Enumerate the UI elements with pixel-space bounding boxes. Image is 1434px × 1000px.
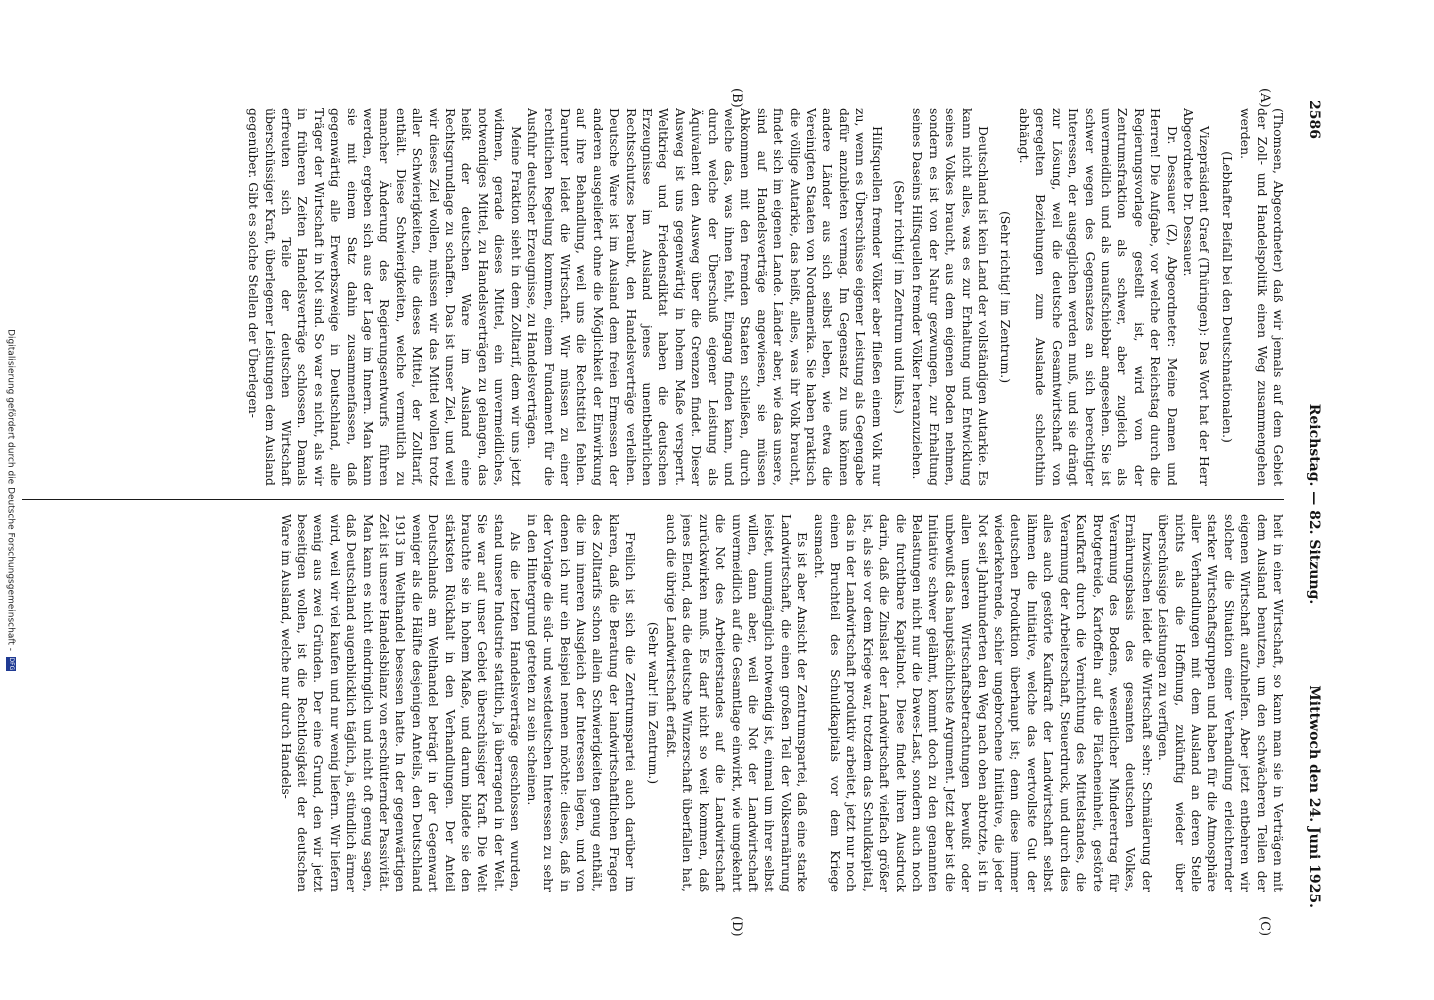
margin-marker-d: (D) bbox=[729, 916, 744, 937]
paragraph: heit in einer Wirtschaft, so kann man sie in Verträgen mit dem Ausland benutzen, um den schwächeren Teilen der eigenen Wirtschaft aufzuhelfen. Aber jetzt entbehren wir solcher die Situation einer Verhandlung erleichternder starker Wirtschaftsgruppen und haben für die Atmosphäre aller Verhandlungen mit dem Ausland an deren Stelle nichts als die Hoffnung, zukünftig wieder über überschüssige Leistungen zu verfügen. bbox=[1156, 514, 1286, 892]
margin-marker-b: (B) bbox=[729, 88, 744, 108]
paragraph: Deutschland ist kein Land der vollständigen Autarkie. Es kann nicht alles, was es zur Erhaltung und Entwicklung seines Volkes braucht, aus dem eigenen Boden nehmen, sondern es ist von der Natur gezwungen, zur Erhaltung seines Daseins Hilfsquellen fremder Völker heranzuziehen. bbox=[910, 108, 992, 486]
session-date: Mittwoch den 24. Juni 1925. bbox=[1306, 685, 1322, 908]
paragraph: Hilfsquellen fremder Völker aber fließen einem Volk nur zu, wenn es Überschüsse eigener Leistung als Gegengabe dafür anzubieten vermag. Im Gegensatz zu uns können andere Länder aus sich selbst leben, wie etwa die Vereinigten Staaten von Nordamerika. Sie haben praktisch die völlige Autarkie, das heißt, alles, was ihr Volk braucht, findet sich im eigenen Lande. Länder aber, wie das unsere, sind auf Handelsverträge angewiesen, sie müssen Abkommen mit den fremden Staaten schließen, durch welche das, was ihnen fehlt, Eingang finden kann, und durch welche der Überschuß eigener Leistung als Äquivalent den Ausweg über die Grenzen findet. Dieser Ausweg ist uns gegenwärtig in hohem Maße versperrt. Weltkrieg und Friedensdiktat haben die deutschen Erzeugnisse im Ausland jenes unentbehrlichen Rechtsschutzes beraubt, den Handelsverträge verleihen. Deutsche Ware ist im Ausland dem freien Ermessen der anderen ausgeliefert ohne die Möglichkeit der Einwirkung auf ihre Behandlung, weil uns die Rechtstitel fehlen. Darunter leidet die Wirtschaft. Wir müssen zu einer rechtlichen Regelung kommen, einem Fundament für die Ausfuhr deutscher Erzeugnisse, zu Handelsverträgen. bbox=[525, 108, 885, 486]
interjection: (Lebhafter Beifall bei den Deutschnationalen.) bbox=[1219, 151, 1235, 443]
paragraph: Dr. Dessauer (Z), Abgeordneter: Meine Damen und Herren! Die Aufgabe, vor welche der Reichstag durch die Regierungsvorlage gestellt ist, wird von der Zentrumsfraktion als schwer, aber zugleich als unvermeidlich und als unaufschiebbar angesehen. Sie ist schwer wegen des Gegensatzes an sich berechtigter Interessen, der ausgeglichen werden muß, und sie drängt zur Lösung, weil die deutsche Gesamtwirtschaft von geregelten Beziehungen zum Auslande schlechthin abhängt. bbox=[1016, 108, 1180, 486]
margin-marker-a: (A) bbox=[1257, 88, 1272, 108]
paragraph: Meine Fraktion sieht in dem Zolltarif, dem wir uns jetzt widmen, gerade dieses Mittel, ein unvermeidliches, notwendiges Mittel, zu Handelsverträgen zu gelangen, das heißt der deutschen Ware im Ausland eine Rechtsgrundlage zu schaffen. Das ist unser Ziel, und weil wir dieses Ziel wollen, müssen wir das Mittel wollen trotz aller Schwierigkeiten, die dieses Mittel, der Zolltarif, enthält. Diese Schwierigkeiten, welche vermutlich zu mancher Änderung des Regierungsentwurfs führen werden, ergeben sich aus der Lage im Innern. Man kann sie mit einem Satz dahin zusammenfassen, daß gegenwärtig alle Erwerbszweige in Deutschland, alle Träger der Wirtschaft in Not sind. So war es nicht, als wir in früheren Zeiten Handelsverträge schlossen. Damals erfreuten sich Teile der deutschen Wirtschaft überschüssiger Kraft, überlegener Leistungen dem Ausland gegenüber. Gibt es solche Stellen der Überlegen- bbox=[246, 108, 524, 486]
page-number: 2586 bbox=[1306, 100, 1322, 139]
page-header bbox=[1302, 100, 1322, 908]
paragraph: Als die letzten Handelsverträge geschlossen wurden, stand unsere Industrie stattlich, ja überragend in der Welt. Sie war auf unser Gebiet überschüssiger Kraft. Die Welt brauchte sie in hohem Maße, und darum bildete sie den stärksten Rückhalt in den Verhandlungen. Der Anteil Deutschlands am Welthandel beträgt in der Gegenwart weniger als die Hälfte desjenigen Anteils, den Deutschland 1913 im Welthandel besessen hatte. In der gegenwärtigen Zeit ist unsere Handelsbilanz von erschütternder Passivität. Man kann es nicht eindringlich und nicht oft genug sagen, daß Deutschland augenblicklich täglich, ja, stündlich ärmer wird, weil wir viel kaufen und nur wenig liefern. Wir liefern wenig aus zwei Gründen. Der eine Grund, den wir jetzt beseitigen wollen, ist die Rechtlosigkeit der deutschen Ware im Ausland, welche nur durch Handels- bbox=[278, 514, 524, 892]
paragraph: Es ist aber Ansicht der Zentrumspartei, daß eine starke Landwirtschaft, die einen großen Teil der Volksernährung leistet, unumgänglich notwendig ist, einmal um ihrer selbst willen, dann aber, weil die Not der Landwirtschaft unvermeidlich auf die Gesamtlage einwirkt, wie umgekehrt die Not des Arbeiterstandes auf die Landwirtschaft zurückwirken muß. Es darf nicht so weit kommen, daß jenes Elend, das die deutsche Winzerschaft überfallen hat, auch die übrige Landwirtschaft erfaßt. bbox=[663, 514, 811, 892]
interjection: (Sehr richtig! im Zentrum.) bbox=[998, 210, 1014, 384]
running-title: Reichstag. — 82. Sitzung. bbox=[1306, 403, 1322, 605]
dfg-logo-icon: DFG bbox=[8, 657, 15, 671]
digitization-footer bbox=[6, 0, 17, 1000]
column-divider bbox=[22, 499, 1284, 500]
paragraph: (Thomsen, Abgeordneter) daß wir jemals auf dem Gebiet der Zoll- und Handelspolitik einen Weg zusammengehen werden. bbox=[1238, 108, 1286, 486]
footer-text: Digitalisierung gefördert durch die Deutsche Forschungsgemeinschaft - bbox=[5, 329, 16, 651]
right-column bbox=[0, 514, 1286, 892]
interjection: (Sehr wahr! im Zentrum.) bbox=[645, 621, 661, 785]
paragraph: Vizepräsident Graef (Thüringen): Das Wort hat der Herr Abgeordnete Dr. Dessauer. bbox=[1180, 108, 1213, 486]
paragraph: Freilich ist sich die Zentrumspartei auch darüber im klaren, daß die Beratung der landwirtschaftlichen Fragen des Zolltarifs schon allein Schwierigkeiten genug enthält, die im inneren Ausgleich der Interessen liegen, und von denen ich nur ein Beispiel nennen möchte: dieses, daß in der Vorlage die süd- und westdeutschen Interessen zu sehr in den Hintergrund getreten zu sein scheinen. bbox=[524, 514, 639, 892]
interjection: (Sehr richtig! im Zentrum und links.) bbox=[892, 180, 908, 414]
paragraph: Inzwischen leidet die Wirtschaft sehr: Schmälerung der Ernährungsbasis des gesamten deutschen Volkes, Verarmung des Bodens, wesentlicher Minderertrag für Brotgetreide, Kartoffeln auf die Flächeneinheit, gestörte Kaufkraft durch die Vernichtung des Mittelstandes, die Verarmung der Arbeiterschaft, Steuerdruck, und durch dies alles auch gestörte Kaufkraft der Landwirtschaft selbst lähmen die Initiative, welche das wertvollste Gut der deutschen Produktion überhaupt ist; denn diese immer wiederkehrende, schier ungebrochene Initiative, die jeder Not seit Jahrhunderten den Weg nach oben abtrotzte, ist in allen unseren Wirtschaftsbetrachtungen bewußt oder unbewußt das hauptsächlichste Argument. Jetzt aber ist die Initiative schwer gelähmt, kommt doch zu den genannten Belastungen nicht nur die Dawes-Last, sondern auch noch die furchtbare Kapitalnot. Diese findet ihren Ausdruck darin, daß die Zinslast der Landwirtschaft vielfach größer ist, als sie vor dem Kriege war, trotzdem das Schuldkapital, das in der Landwirtschaft produktiv arbeitet, jetzt nur noch einen Bruchteil des Schuldkapitals vor dem Kriege ausmacht. bbox=[811, 514, 1155, 892]
margin-marker-c: (C) bbox=[1257, 916, 1272, 937]
left-column bbox=[0, 108, 1286, 486]
